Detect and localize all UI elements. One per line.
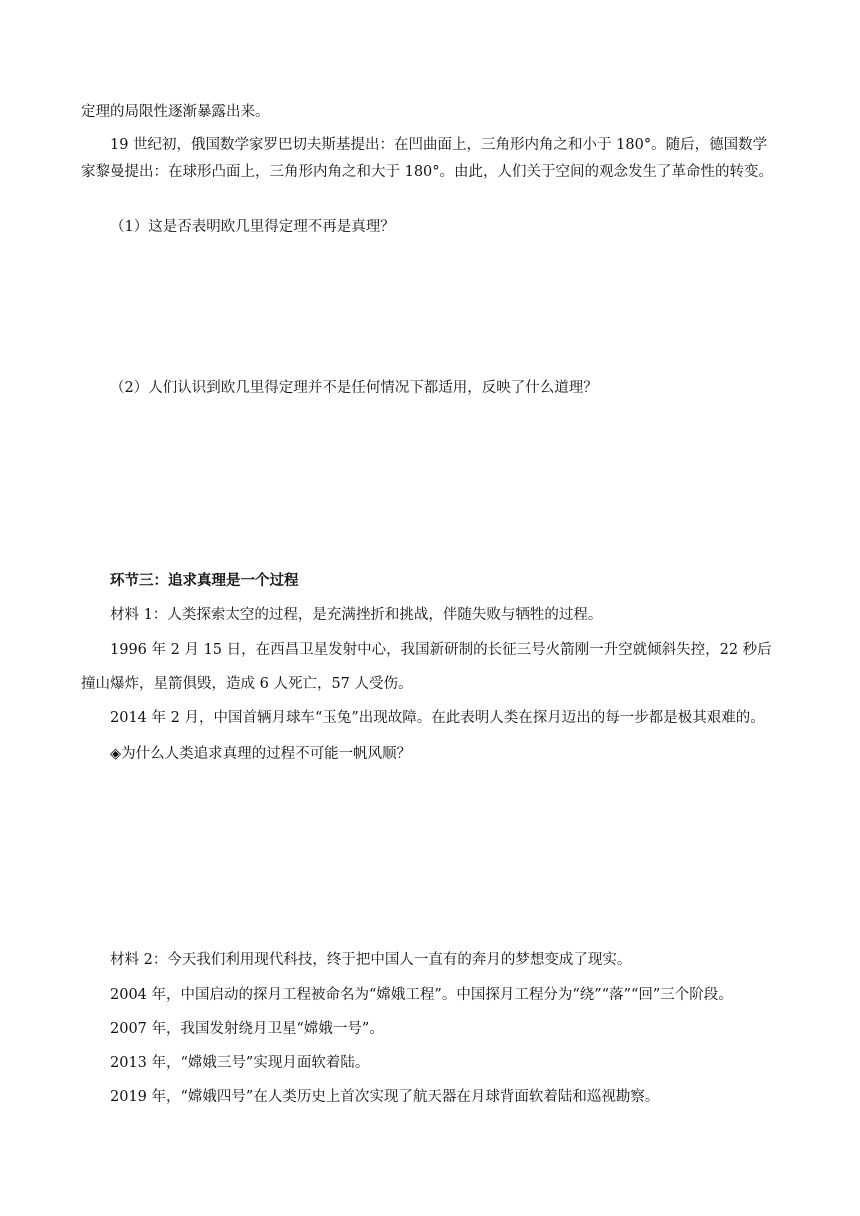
- paragraph-2019: 2019 年，“嫦娥四号”在人类历史上首次实现了航天器在月球背面软着陆和巡视勘察。: [110, 1089, 660, 1105]
- intro-text-line: 定理的局限性逐渐暴露出来。: [81, 104, 270, 120]
- paragraph-2007: 2007 年，我国发射绕月卫星“嫦娥一号”。: [110, 1021, 384, 1037]
- section-question: ◈为什么人类追求真理的过程不可能一帆风顺？: [110, 746, 412, 762]
- paragraph-2013: 2013 年，“嫦娥三号”实现月面软着陆。: [110, 1055, 370, 1071]
- paragraph-2004: 2004 年，中国启动的探月工程被命名为“嫦娥工程”。中国探月工程分为“绕”“落”“回”三个阶段。: [110, 987, 733, 1003]
- section-heading: 环节三：追求真理是一个过程: [110, 573, 299, 589]
- question-2: （2）人们认识到欧几里得定理并不是任何情况下都适用，反映了什么道理？: [110, 380, 598, 396]
- material-2-text: 材料 2：今天我们利用现代科技，终于把中国人一直有的奔月的梦想变成了现实。: [110, 952, 632, 968]
- paragraph-1996-line-1: 1996 年 2 月 15 日，在西昌卫星发射中心，我国新研制的长征三号火箭刚一升空就倾斜失控，22 秒后: [110, 642, 772, 658]
- paragraph-19th-century-line-2: 家黎曼提出：在球形凸面上，三角形内角之和大于 180°。由此，人们关于空间的观念发生了革命性的转变。: [81, 164, 774, 180]
- question-1: （1）这是否表明欧几里得定理不再是真理？: [110, 219, 395, 235]
- paragraph-2014: 2014 年 2 月，中国首辆月球车“玉兔”出现故障。在此表明人类在探月迈出的每一步都是极其艰难的。: [110, 710, 765, 726]
- paragraph-19th-century-line-1: 19 世纪初，俄国数学家罗巴切夫斯基提出：在凹曲面上，三角形内角之和小于 180°。随后，德国数学: [110, 137, 768, 153]
- paragraph-1996-line-2: 撞山爆炸，星箭俱毁，造成 6 人死亡，57 人受伤。: [81, 676, 413, 692]
- material-1-text: 材料 1：人类探索太空的过程，是充满挫折和挑战，伴随失败与牺牲的过程。: [110, 607, 603, 623]
